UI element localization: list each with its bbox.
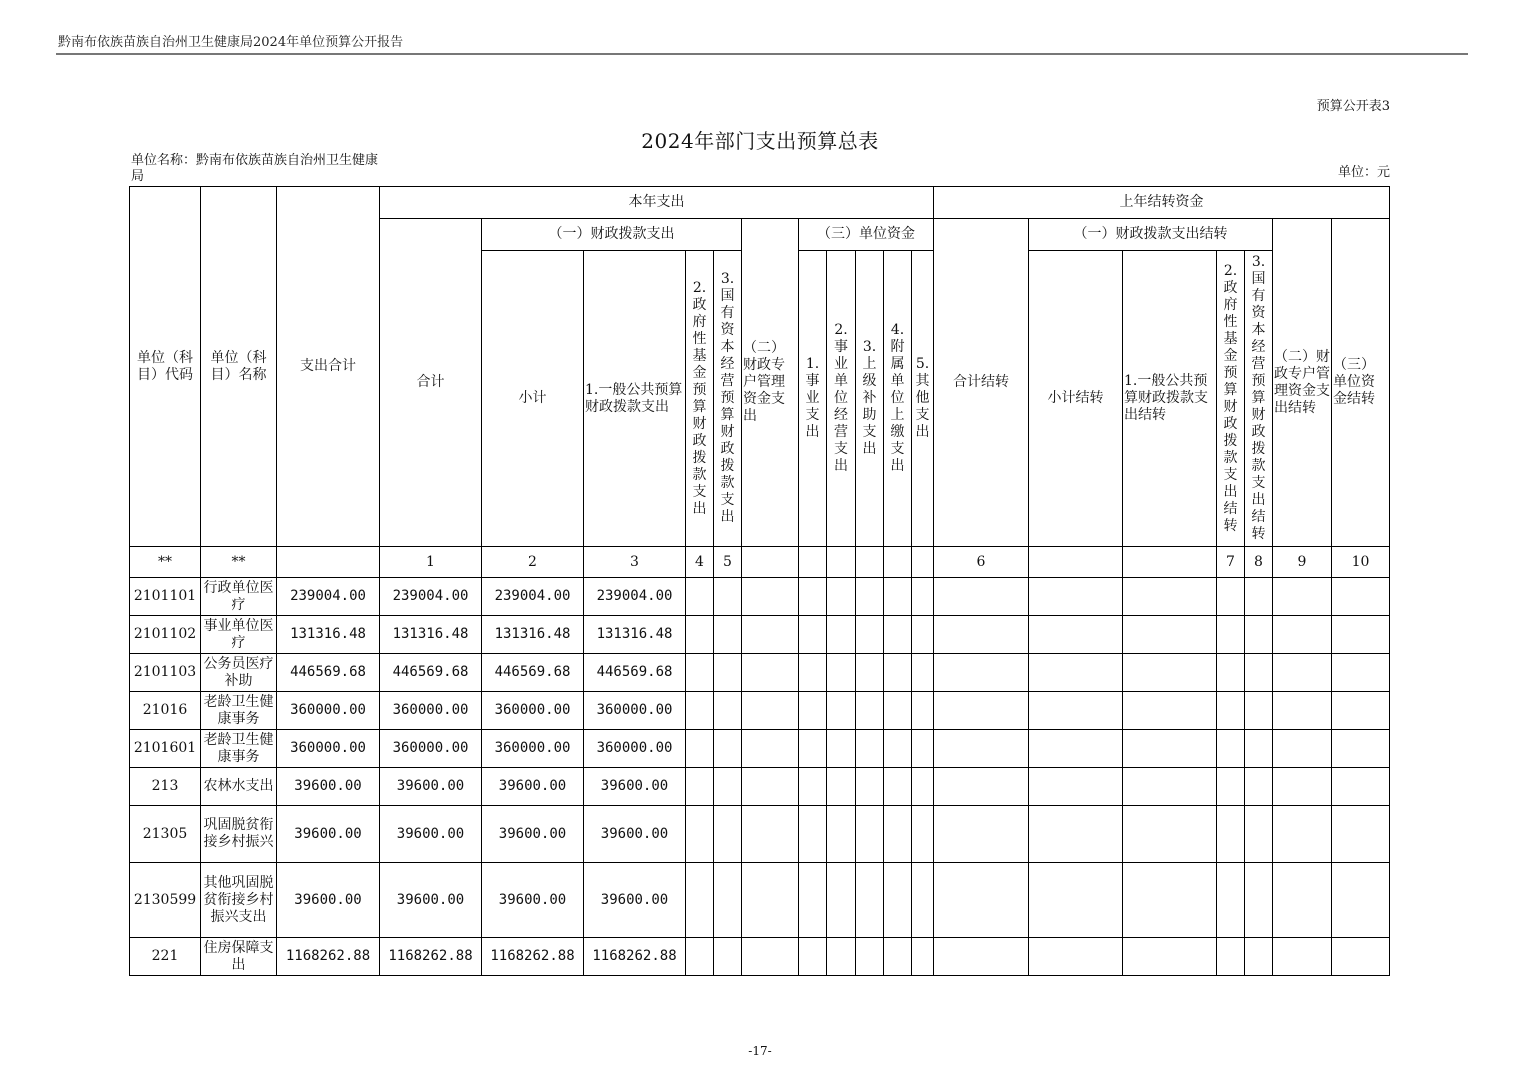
table-row (130, 768, 1390, 806)
empty-cell (1029, 806, 1123, 863)
empty-cell (1245, 616, 1273, 654)
empty-cell (1245, 938, 1273, 976)
empty-cell (714, 938, 742, 976)
empty-cell (1332, 730, 1390, 768)
empty-cell (884, 692, 912, 730)
header-operating: 2.事业单位经营支出 (827, 251, 856, 547)
table-body (130, 578, 1390, 976)
empty-cell (912, 806, 934, 863)
empty-cell (1332, 616, 1390, 654)
empty-cell (856, 578, 884, 616)
row-name: 老龄卫生健康事务 (201, 692, 277, 730)
table-row (130, 654, 1390, 692)
unit-of-measure: 单位：元 (1337, 165, 1390, 180)
empty-cell (742, 654, 799, 692)
row-name: 巩固脱贫衔接乡村振兴 (201, 806, 277, 863)
empty-cell (1123, 768, 1217, 806)
row-code: 21305 (130, 806, 201, 863)
empty-cell (1332, 578, 1390, 616)
row-general-budget: 1168262.88 (584, 938, 686, 976)
empty-cell (742, 730, 799, 768)
row-code: 213 (130, 768, 201, 806)
row-code: 2130599 (130, 863, 201, 938)
table-row (130, 730, 1390, 768)
empty-cell (912, 692, 934, 730)
table-number: 预算公开表3 (1316, 99, 1390, 114)
row-name: 农林水支出 (201, 768, 277, 806)
index-6: 6 (934, 547, 1029, 578)
header-affiliated: 4.附属单位上缴支出 (884, 251, 912, 547)
empty-cell (1029, 730, 1123, 768)
header-subtotal: 小计 (482, 251, 584, 547)
empty-cell (686, 938, 714, 976)
empty-cell (742, 938, 799, 976)
empty-cell (912, 768, 934, 806)
index-3: 3 (584, 547, 686, 578)
row-code: 221 (130, 938, 201, 976)
row-general-budget: 446569.68 (584, 654, 686, 692)
empty-cell (799, 768, 827, 806)
empty-cell (714, 654, 742, 692)
header-state-capital: 3.国有资本经营预算财政拨款支出 (714, 251, 742, 547)
row-sum: 360000.00 (380, 730, 482, 768)
empty-cell (799, 654, 827, 692)
empty-cell (1217, 578, 1245, 616)
row-subtotal: 1168262.88 (482, 938, 584, 976)
empty-cell (714, 616, 742, 654)
empty-cell (1245, 692, 1273, 730)
row-subtotal: 39600.00 (482, 863, 584, 938)
row-name: 住房保障支出 (201, 938, 277, 976)
header-name: 单位（科目）名称 (201, 187, 277, 547)
empty-cell (686, 863, 714, 938)
row-total: 360000.00 (277, 730, 380, 768)
empty-cell (686, 654, 714, 692)
empty-cell (1217, 863, 1245, 938)
header-unit-funds: （三）单位资金 (799, 219, 934, 251)
empty-cell (1029, 768, 1123, 806)
empty-cell (884, 938, 912, 976)
empty-cell (686, 616, 714, 654)
empty-cell (1029, 616, 1123, 654)
row-subtotal: 446569.68 (482, 654, 584, 692)
empty-cell (934, 616, 1029, 654)
row-subtotal: 239004.00 (482, 578, 584, 616)
row-sum: 360000.00 (380, 692, 482, 730)
row-code: 2101101 (130, 578, 201, 616)
empty-cell (1123, 938, 1217, 976)
empty-cell (856, 730, 884, 768)
running-header: 黔南布依族苗族自治州卫生健康局2024年单位预算公开报告 (58, 35, 404, 50)
row-general-budget: 39600.00 (584, 806, 686, 863)
table-row (130, 578, 1390, 616)
empty-cell (1273, 768, 1332, 806)
row-code: 21016 (130, 692, 201, 730)
empty-cell (884, 730, 912, 768)
empty-cell (827, 938, 856, 976)
empty-cell (799, 938, 827, 976)
header-carry-special: （二）财政专户管理资金支出结转 (1273, 219, 1332, 547)
empty-cell (1273, 654, 1332, 692)
row-general-budget: 239004.00 (584, 578, 686, 616)
empty-cell (1273, 806, 1332, 863)
empty-cell (934, 806, 1029, 863)
header-carry-gov-fund: 2.政府性基金预算财政拨款支出结转 (1217, 251, 1245, 547)
empty-cell (884, 806, 912, 863)
row-code: 2101103 (130, 654, 201, 692)
empty-cell (934, 692, 1029, 730)
row-sum: 1168262.88 (380, 938, 482, 976)
empty-cell (856, 938, 884, 976)
table-row (130, 863, 1390, 938)
row-name: 行政单位医疗 (201, 578, 277, 616)
empty-cell (827, 863, 856, 938)
empty-cell (1217, 730, 1245, 768)
empty-cell (1245, 578, 1273, 616)
empty-cell (742, 806, 799, 863)
empty-cell (1273, 730, 1332, 768)
header-carry-unit: （三）单位资金结转 (1332, 219, 1390, 547)
page-number: -17- (748, 1044, 772, 1058)
row-subtotal: 360000.00 (482, 692, 584, 730)
empty-cell (686, 578, 714, 616)
empty-cell (912, 578, 934, 616)
empty-cell (912, 616, 934, 654)
empty-cell (856, 863, 884, 938)
empty-cell (1029, 863, 1123, 938)
header-carry-state-capital: 3.国有资本经营预算财政拨款支出结转 (1245, 251, 1273, 547)
empty-cell (827, 654, 856, 692)
empty-cell (856, 692, 884, 730)
header-special-account: （二）财政专户管理资金支出 (742, 219, 799, 547)
empty-cell (1245, 654, 1273, 692)
empty-cell (714, 730, 742, 768)
empty-cell (1273, 578, 1332, 616)
empty-cell (1217, 692, 1245, 730)
empty-cell (714, 692, 742, 730)
empty-cell (742, 863, 799, 938)
empty-cell (742, 768, 799, 806)
empty-cell (884, 578, 912, 616)
header-rule (56, 53, 1468, 55)
empty-cell (799, 806, 827, 863)
row-sum: 39600.00 (380, 806, 482, 863)
row-code: 2101601 (130, 730, 201, 768)
index-9: 9 (1273, 547, 1332, 578)
table-row (130, 616, 1390, 654)
index-5: 5 (714, 547, 742, 578)
empty-cell (884, 863, 912, 938)
empty-cell (1273, 616, 1332, 654)
table-row (130, 806, 1390, 863)
index-name: ** (201, 547, 277, 578)
row-total: 239004.00 (277, 578, 380, 616)
empty-cell (856, 768, 884, 806)
empty-cell (799, 863, 827, 938)
header-gov-fund: 2.政府性基金预算财政拨款支出 (686, 251, 714, 547)
empty-cell (742, 692, 799, 730)
empty-cell (1029, 578, 1123, 616)
empty-cell (1332, 768, 1390, 806)
index-4: 4 (686, 547, 714, 578)
empty-cell (934, 578, 1029, 616)
empty-cell (1217, 768, 1245, 806)
row-sum: 39600.00 (380, 863, 482, 938)
empty-cell (1029, 938, 1123, 976)
empty-cell (1123, 806, 1217, 863)
empty-cell (1332, 654, 1390, 692)
header-total: 支出合计 (277, 187, 380, 547)
row-total: 131316.48 (277, 616, 380, 654)
empty-cell (799, 578, 827, 616)
header-general-budget: 1.一般公共预算财政拨款支出 (584, 251, 686, 547)
empty-cell (884, 654, 912, 692)
empty-cell (934, 768, 1029, 806)
empty-cell (686, 806, 714, 863)
row-total: 360000.00 (277, 692, 380, 730)
empty-cell (686, 730, 714, 768)
empty-cell (799, 616, 827, 654)
empty-cell (827, 692, 856, 730)
empty-cell (912, 654, 934, 692)
empty-cell (714, 863, 742, 938)
empty-cell (1217, 806, 1245, 863)
empty-cell (1245, 863, 1273, 938)
empty-cell (1123, 578, 1217, 616)
row-sum: 131316.48 (380, 616, 482, 654)
empty-cell (856, 654, 884, 692)
row-sum: 239004.00 (380, 578, 482, 616)
empty-cell (742, 578, 799, 616)
empty-cell (934, 938, 1029, 976)
header-superior-subsidy: 3.上级补助支出 (856, 251, 884, 547)
row-subtotal: 360000.00 (482, 730, 584, 768)
page-title: 2024年部门支出预算总表 (641, 129, 879, 153)
empty-cell (912, 730, 934, 768)
expenditure-budget-table (129, 186, 1390, 976)
empty-cell (884, 768, 912, 806)
empty-cell (1273, 938, 1332, 976)
index-8: 8 (1245, 547, 1273, 578)
empty-cell (1123, 863, 1217, 938)
empty-cell (1123, 654, 1217, 692)
empty-cell (1332, 806, 1390, 863)
row-total: 39600.00 (277, 768, 380, 806)
header-carry-general: 1.一般公共预算财政拨款支出结转 (1123, 251, 1217, 547)
empty-cell (1217, 654, 1245, 692)
empty-cell (856, 616, 884, 654)
table-row (130, 692, 1390, 730)
index-2: 2 (482, 547, 584, 578)
row-total: 1168262.88 (277, 938, 380, 976)
header-code: 单位（科目）代码 (130, 187, 201, 547)
empty-cell (1332, 938, 1390, 976)
empty-cell (827, 578, 856, 616)
header-enterprise: 1.事业支出 (799, 251, 827, 547)
empty-cell (912, 938, 934, 976)
empty-cell (1123, 730, 1217, 768)
empty-cell (1273, 863, 1332, 938)
row-name: 其他巩固脱贫衔接乡村振兴支出 (201, 863, 277, 938)
empty-cell (912, 863, 934, 938)
empty-cell (799, 730, 827, 768)
empty-cell (1123, 692, 1217, 730)
empty-cell (1245, 806, 1273, 863)
empty-cell (934, 730, 1029, 768)
empty-cell (1245, 768, 1273, 806)
header-carry-fiscal-group: （一）财政拨款支出结转 (1029, 219, 1273, 251)
empty-cell (934, 654, 1029, 692)
row-general-budget: 39600.00 (584, 863, 686, 938)
row-sum: 39600.00 (380, 768, 482, 806)
empty-cell (714, 768, 742, 806)
row-code: 2101102 (130, 616, 201, 654)
empty-cell (827, 730, 856, 768)
row-name: 老龄卫生健康事务 (201, 730, 277, 768)
empty-cell (686, 768, 714, 806)
header-prior-year: 上年结转资金 (934, 187, 1390, 219)
row-name: 事业单位医疗 (201, 616, 277, 654)
empty-cell (799, 692, 827, 730)
index-10: 10 (1332, 547, 1390, 578)
empty-cell (827, 768, 856, 806)
header-carry-total: 合计结转 (934, 219, 1029, 547)
empty-cell (714, 578, 742, 616)
empty-cell (934, 863, 1029, 938)
empty-cell (1217, 938, 1245, 976)
row-general-budget: 39600.00 (584, 768, 686, 806)
empty-cell (1029, 692, 1123, 730)
empty-cell (686, 692, 714, 730)
header-carry-subtotal: 小计结转 (1029, 251, 1123, 547)
index-code: ** (130, 547, 201, 578)
header-fiscal-group: （一）财政拨款支出 (482, 219, 742, 251)
index-1: 1 (380, 547, 482, 578)
row-subtotal: 39600.00 (482, 806, 584, 863)
row-total: 446569.68 (277, 654, 380, 692)
row-general-budget: 360000.00 (584, 692, 686, 730)
empty-cell (856, 806, 884, 863)
row-name: 公务员医疗补助 (201, 654, 277, 692)
empty-cell (827, 806, 856, 863)
empty-cell (1245, 730, 1273, 768)
index-7: 7 (1217, 547, 1245, 578)
row-subtotal: 39600.00 (482, 768, 584, 806)
row-general-budget: 131316.48 (584, 616, 686, 654)
empty-cell (1217, 616, 1245, 654)
row-general-budget: 360000.00 (584, 730, 686, 768)
row-subtotal: 131316.48 (482, 616, 584, 654)
row-total: 39600.00 (277, 863, 380, 938)
empty-cell (1332, 692, 1390, 730)
empty-cell (1273, 692, 1332, 730)
header-sum: 合计 (380, 219, 482, 547)
header-other: 5.其他支出 (912, 251, 934, 547)
empty-cell (714, 806, 742, 863)
unit-name: 单位名称：黔南布依族苗族自治州卫生健康局 (131, 153, 379, 184)
table-row (130, 938, 1390, 976)
empty-cell (827, 616, 856, 654)
empty-cell (1029, 654, 1123, 692)
header-current-year: 本年支出 (380, 187, 934, 219)
empty-cell (742, 616, 799, 654)
empty-cell (1123, 616, 1217, 654)
empty-cell (1332, 863, 1390, 938)
row-total: 39600.00 (277, 806, 380, 863)
index-row (130, 547, 1390, 578)
empty-cell (884, 616, 912, 654)
row-sum: 446569.68 (380, 654, 482, 692)
